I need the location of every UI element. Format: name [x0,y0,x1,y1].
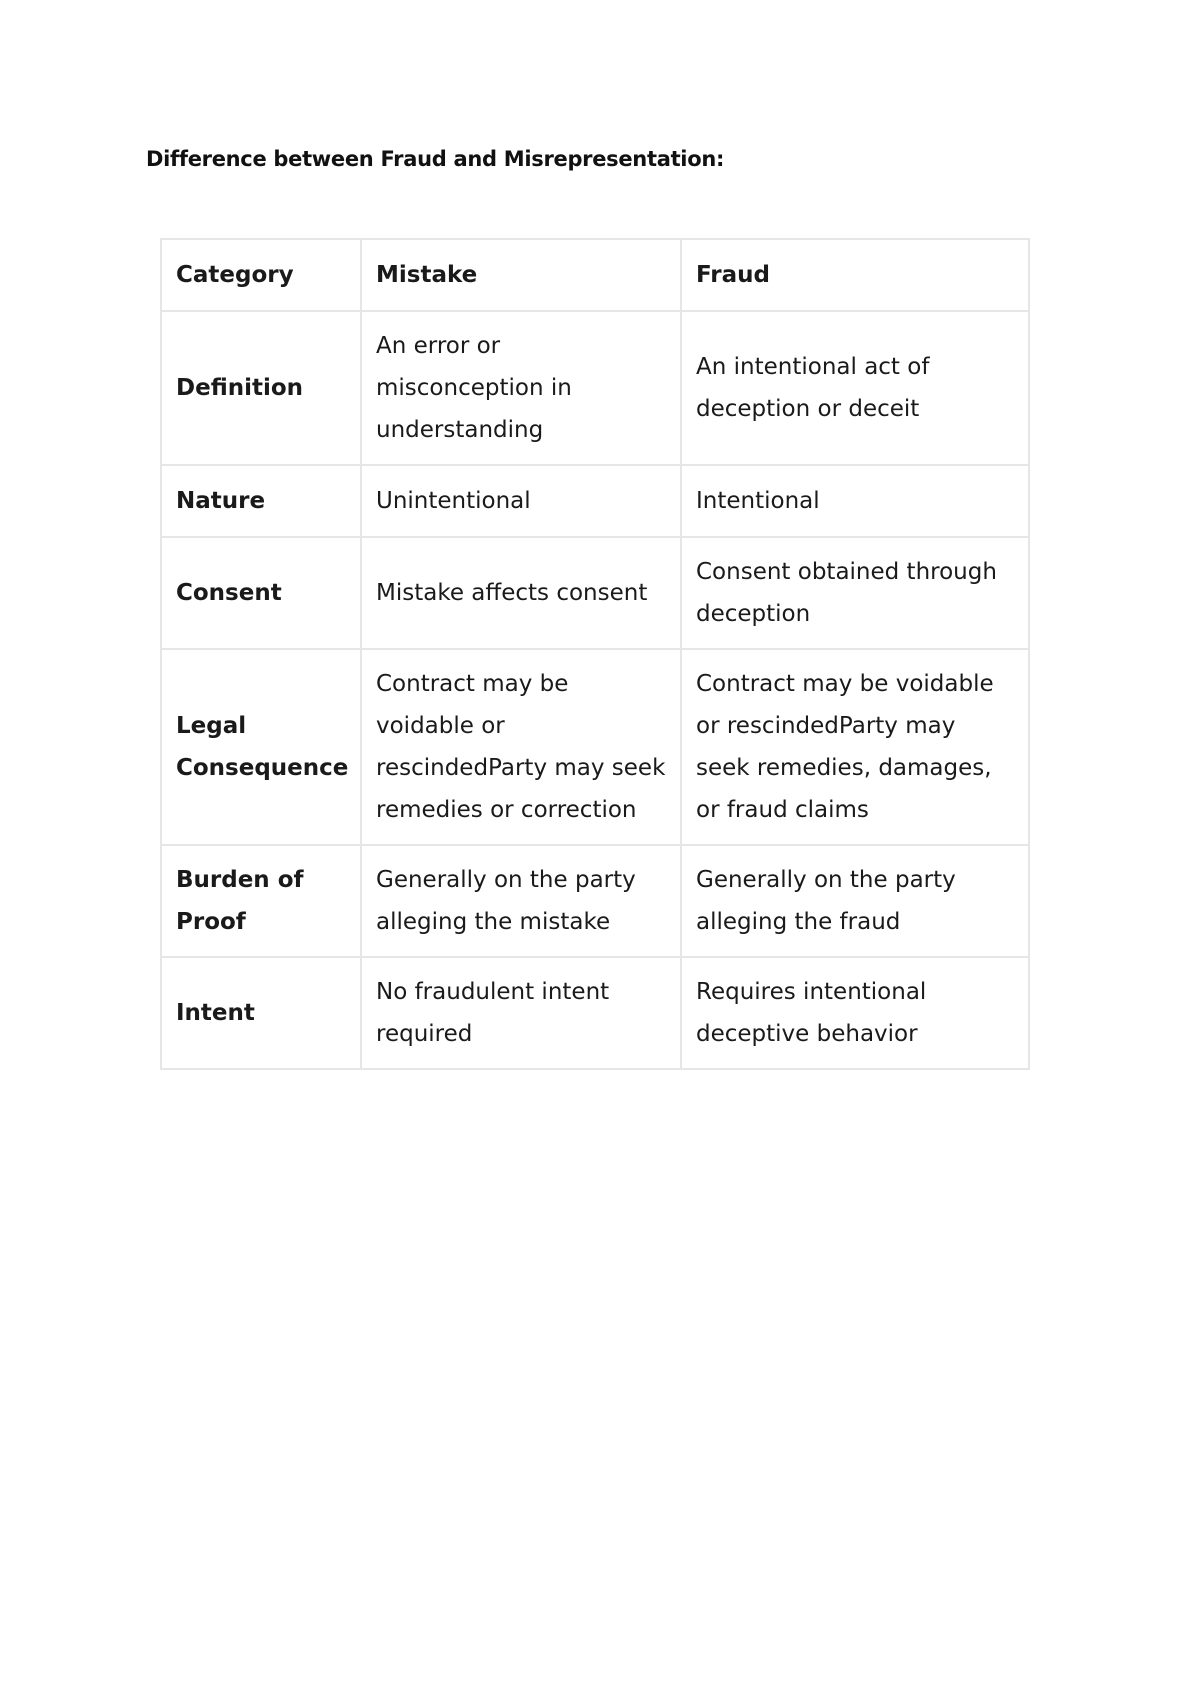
row-category-cell: Burden of Proof [161,845,361,957]
table-row [161,537,1029,649]
table-row [161,957,1029,1069]
row-category-cell: Consent [161,537,361,649]
mistake-cell: Contract may be voidable or rescindedParty may seek remedies or correction [361,649,681,845]
fraud-cell: Consent obtained through deception [681,537,1029,649]
column-header-category: Category [161,239,361,311]
table-header-row [161,239,1029,311]
mistake-cell: Unintentional [361,465,681,537]
table-row [161,649,1029,845]
column-header-fraud: Fraud [681,239,1029,311]
fraud-cell: Intentional [681,465,1029,537]
row-category-cell: Definition [161,311,361,465]
table-row [161,311,1029,465]
column-header-mistake: Mistake [361,239,681,311]
mistake-cell: No fraudulent intent required [361,957,681,1069]
fraud-cell: Requires intentional deceptive behavior [681,957,1029,1069]
table-row [161,845,1029,957]
row-category-cell: Legal Consequence [161,649,361,845]
row-category-cell: Intent [161,957,361,1069]
mistake-cell: An error or misconception in understanding [361,311,681,465]
mistake-cell: Generally on the party alleging the mistake [361,845,681,957]
comparison-table [160,238,1030,1070]
fraud-cell: Generally on the party alleging the fraud [681,845,1029,957]
page-title: Difference between Fraud and Misrepresentation: [146,147,725,171]
fraud-cell: An intentional act of deception or deceit [681,311,1029,465]
fraud-cell: Contract may be voidable or rescindedParty may seek remedies, damages, or fraud claims [681,649,1029,845]
table-row [161,465,1029,537]
mistake-cell: Mistake affects consent [361,537,681,649]
row-category-cell: Nature [161,465,361,537]
